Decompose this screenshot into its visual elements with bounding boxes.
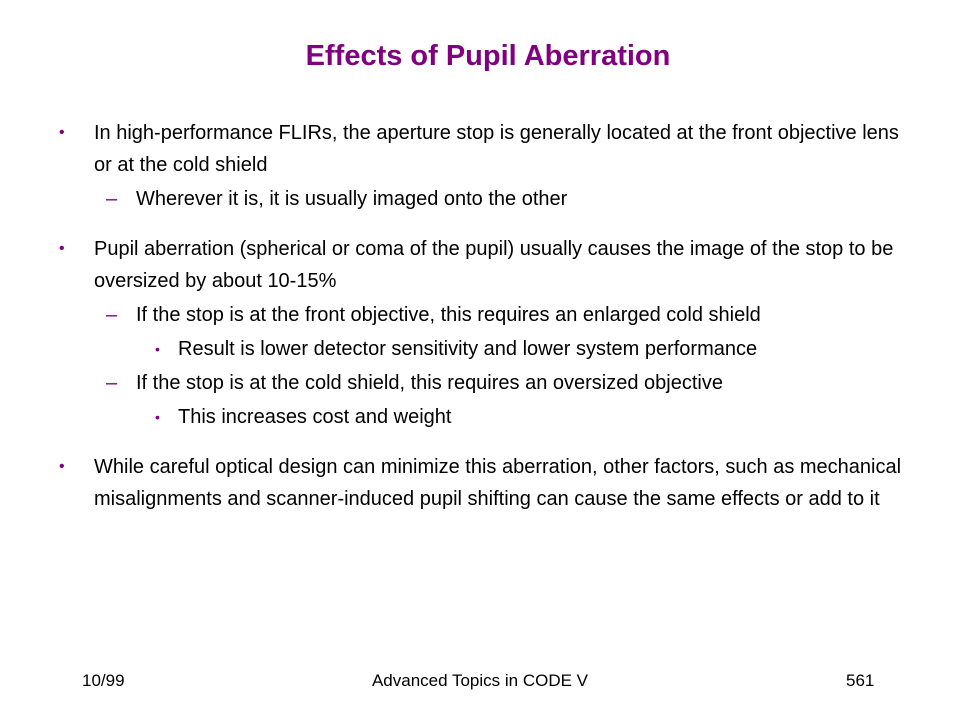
bullet-icon: • [155,409,160,425]
sub-sub-bullet-item [0,401,960,433]
sub-bullet-text: If the stop is at the front objective, this requires an enlarged cold shield [136,304,761,326]
sub-sub-bullet-text: This increases cost and weight [178,406,452,428]
bullet-text: Pupil aberration (spherical or coma of the pupil) usually causes the image of the stop to be oversized by about 10-15% [94,238,894,292]
sub-sub-bullet-text: Result is lower detector sensitivity and lower system performance [178,338,758,360]
bullet-text: While careful optical design can minimize this aberration, other factors, such as mechanical misalignments and scanner-induced pupil shifting can cause the same effects or add to it [94,456,902,510]
bullet-item [0,451,960,515]
sub-bullet-item [0,367,960,399]
bullet-icon: • [59,240,65,257]
bullet-item [0,233,960,297]
slide-title: Effects of Pupil Aberration [305,40,671,72]
footer-date: 10/99 [82,671,125,690]
footer-course-title: Advanced Topics in CODE V [371,671,589,690]
bullet-icon: • [59,124,65,141]
bullet-item [0,117,960,181]
sub-bullet-text: Wherever it is, it is usually imaged onto the other [136,188,568,210]
sub-bullet-item [0,299,960,331]
bullet-icon: • [59,458,65,475]
dash-icon: – [106,188,118,210]
bullet-icon: • [155,341,160,357]
sub-bullet-text: If the stop is at the cold shield, this requires an oversized objective [136,372,723,394]
sub-sub-bullet-item [0,333,960,365]
dash-icon: – [106,372,118,394]
sub-bullet-item [0,183,960,215]
dash-icon: – [106,304,118,326]
slide-content [0,117,960,515]
bullet-text: In high-performance FLIRs, the aperture stop is generally located at the front objective lens or at the cold shield [94,122,899,176]
footer-page-number: 561 [846,671,875,690]
